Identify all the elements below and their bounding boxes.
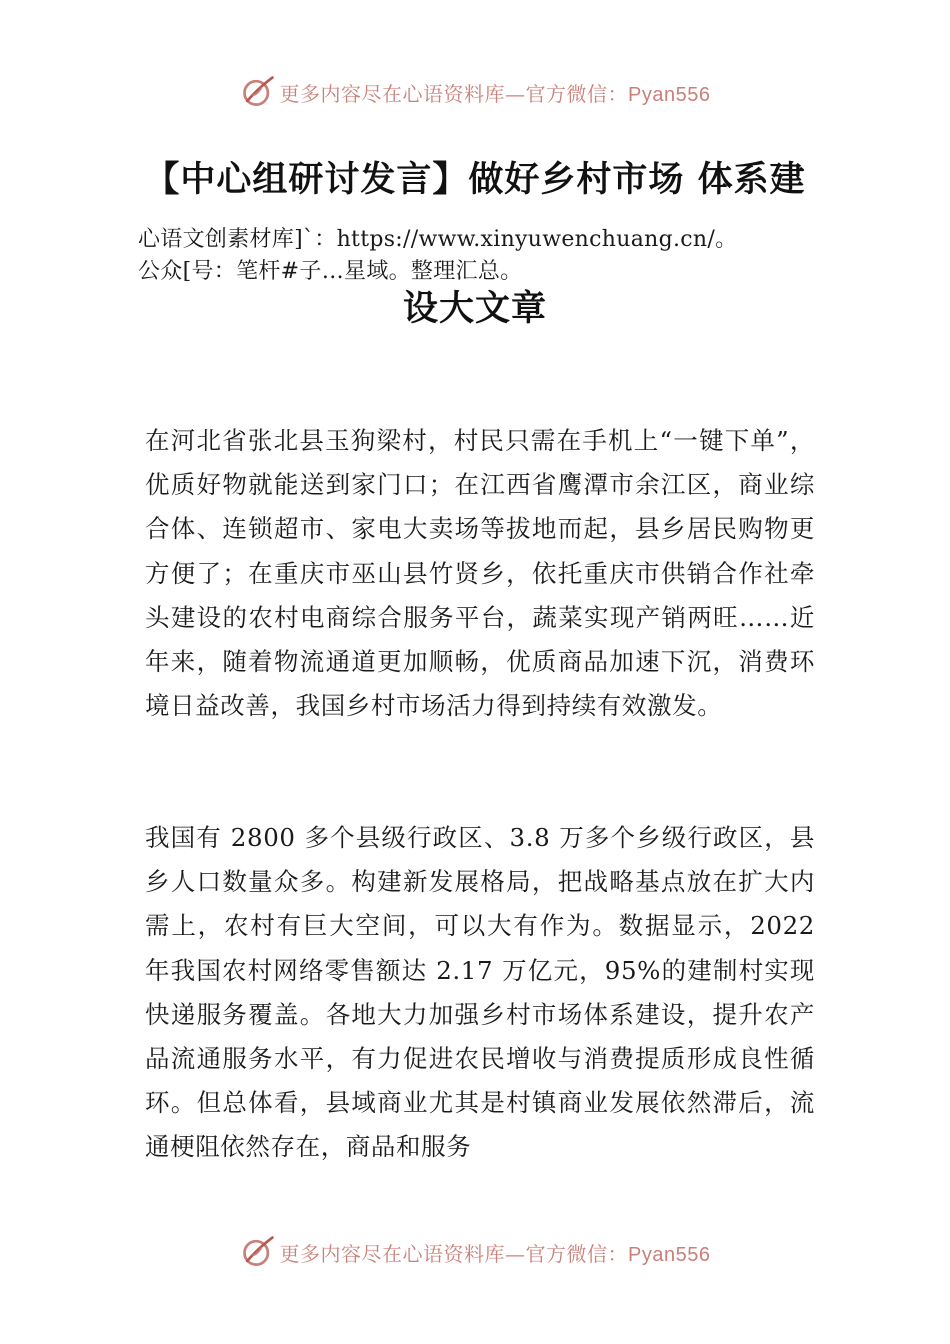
body-paragraph-1: 在河北省张北县玉狗梁村，村民只需在手机上“一键下单”，优质好物就能送到家门口；在江西省鹰潭市余江区，商业综合体、连锁超市、家电大卖场等拔地而起，县乡居民购物更方便了；在重庆市巫山县竹贤乡，依托重庆市供销合作社牵头建设的农村电商综合服务平台，蔬菜实现产销两旺……近年来，随着物流通道更加顺畅，优质商品加速下沉，消费环境日益改善，我国乡村市场活力得到持续有效激发。 xyxy=(145,426,815,721)
watermark-line-2: 公众[号：笔杆#子…星域。整理汇总。 xyxy=(138,259,523,284)
header-banner-text: 更多内容尽在心语资料库—官方微信：Pyan556 xyxy=(279,81,711,106)
document-title-line-1: 【中心组研讨发言】做好乡村市场 体系建 xyxy=(144,160,806,200)
wechat-id: Pyan556 xyxy=(628,83,711,106)
brush-logo-icon xyxy=(240,74,276,110)
document-title-line-2: 设大文章 xyxy=(402,289,547,329)
footer-banner-text: 更多内容尽在心语资料库—官方微信：Pyan556 xyxy=(279,1241,711,1266)
footer-banner xyxy=(0,1230,950,1274)
wechat-id: Pyan556 xyxy=(628,1243,711,1266)
brush-logo-icon xyxy=(240,1234,276,1270)
header-banner xyxy=(0,70,950,114)
body-paragraph-2: 我国有 2800 多个县级行政区、3.8 万多个乡级行政区，县乡人口数量众多。构建新发展格局，把战略基点放在扩大内需上，农村有巨大空间，可以大有作为。数据显示，2022 年我国农村网络零售额达 2.17 万亿元，95%的建制村实现快递服务覆盖。各地大力加强乡村市场体系建设，提升农产品流通服务水平，有力促进农民增收与消费提质形成良性循环。但总体看，县域商业尤其是村镇商业发展依然滞后，流通梗阻依然存在，商品和服务 xyxy=(145,823,815,1162)
watermark-line-1: 心语文创素材库]`：https://www.xinyuwenchuang.cn/。 xyxy=(138,227,738,252)
